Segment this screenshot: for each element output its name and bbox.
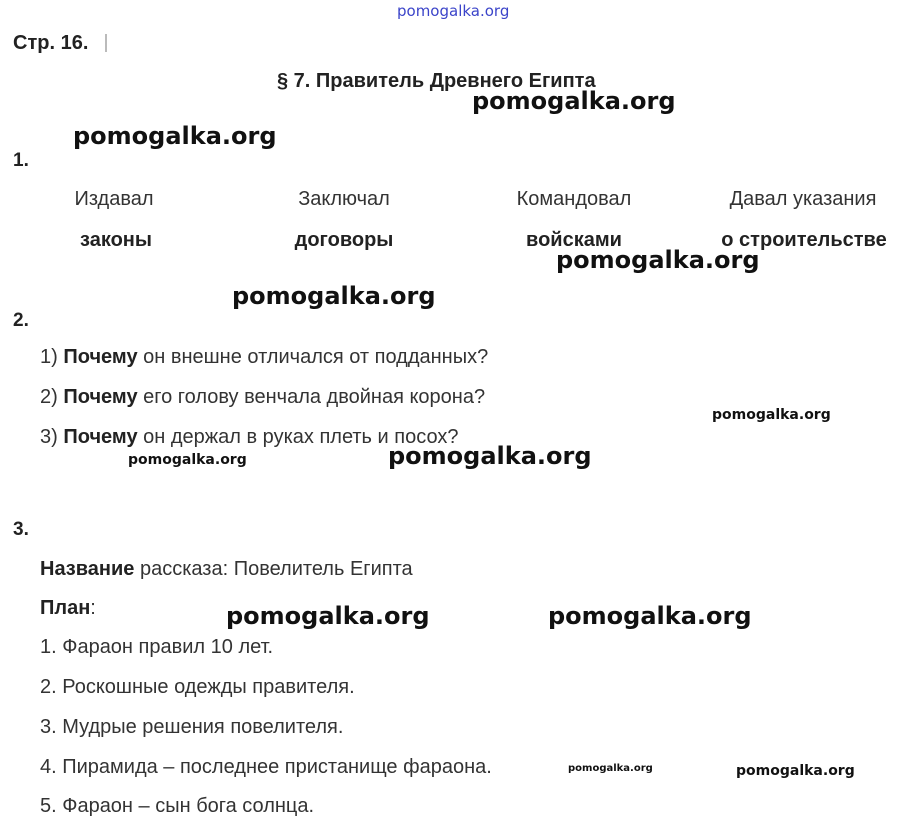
- question-text: его голову венчала двойная корона?: [137, 386, 486, 408]
- page-title: § 7. Правитель Древнего Египта: [277, 70, 596, 92]
- question-item: [40, 386, 485, 409]
- story-label: Название: [40, 558, 135, 580]
- answer-cell: войсками: [526, 229, 622, 251]
- watermark: pomogalka.org: [128, 452, 247, 468]
- plan-item: 4. Пирамида – последнее пристанище фараона.: [40, 756, 492, 778]
- watermark: pomogalka.org: [472, 87, 676, 115]
- answer-cell: договоры: [294, 229, 394, 251]
- plan-item: 1. Фараон правил 10 лет.: [40, 636, 274, 658]
- watermark: pomogalka.org: [226, 602, 430, 630]
- watermark: pomogalka.org: [736, 763, 855, 779]
- watermark: pomogalka.org: [232, 282, 436, 310]
- question-keyword: Почему: [63, 426, 138, 448]
- plan-label: План: [40, 597, 91, 619]
- task-1-number: 1.: [13, 150, 29, 171]
- watermark: pomogalka.org: [712, 407, 831, 423]
- question-keyword: Почему: [63, 346, 138, 368]
- plan-heading: [40, 597, 96, 620]
- plan-colon: :: [90, 597, 96, 619]
- question-item: [40, 346, 488, 369]
- watermark: pomogalka.org: [73, 122, 277, 150]
- plan-item: 2. Роскошные одежды правителя.: [40, 676, 355, 698]
- page-label: Стр. 16.: [13, 32, 89, 54]
- plan-item: 3. Мудрые решения повелителя.: [40, 716, 344, 738]
- watermark-top: pomogalka.org: [397, 2, 510, 20]
- watermark: pomogalka.org: [556, 246, 760, 274]
- question-prefix: 3): [40, 426, 64, 448]
- question-prefix: 2): [40, 386, 64, 408]
- watermark: pomogalka.org: [548, 602, 752, 630]
- story-title: рассказа: Повелитель Египта: [134, 558, 413, 580]
- answer-cell: законы: [80, 229, 152, 251]
- text-cursor: [105, 34, 107, 52]
- question-keyword: Почему: [63, 386, 138, 408]
- question-text: он внешне отличался от подданных?: [137, 346, 489, 368]
- verb-cell: Заключал: [298, 188, 390, 210]
- answer-cell: о строительстве: [721, 229, 887, 251]
- question-prefix: 1): [40, 346, 64, 368]
- task-2-number: 2.: [13, 310, 29, 331]
- verb-cell: Давал указания: [729, 188, 877, 210]
- verb-cell: Командовал: [516, 188, 632, 210]
- verb-cell: Издавал: [74, 188, 154, 210]
- story-title-line: [40, 558, 413, 581]
- watermark: pomogalka.org: [388, 442, 592, 470]
- task-3-number: 3.: [13, 519, 29, 540]
- watermark: pomogalka.org: [568, 763, 653, 774]
- question-text: он держал в руках плеть и посох?: [137, 426, 459, 448]
- plan-item: 5. Фараон – сын бога солнца.: [40, 795, 315, 817]
